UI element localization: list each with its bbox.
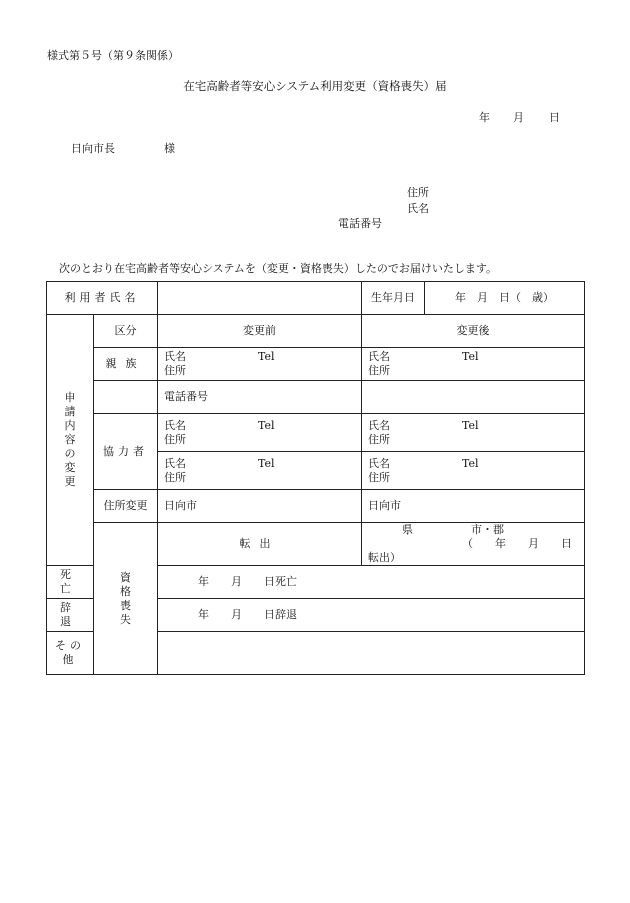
cooperator2-after-tel-label: Tel bbox=[462, 456, 479, 470]
cooperator2-before-field[interactable] bbox=[158, 452, 362, 490]
applicant-phone-label: 電話番号 bbox=[338, 217, 382, 230]
other-label: その他 bbox=[47, 632, 94, 675]
cooperator2-after-address-label: 住所 bbox=[368, 470, 390, 484]
address-change-before-field[interactable] bbox=[158, 490, 362, 523]
cooperator2-after-field[interactable] bbox=[362, 452, 585, 490]
form-number: 様式第５号（第９条関係） bbox=[47, 49, 179, 62]
applicant-address-label: 住所 bbox=[407, 186, 429, 199]
cooperator1-after-field[interactable] bbox=[362, 414, 585, 452]
moveout-row bbox=[47, 523, 585, 566]
cooperator2-after-name-label: 氏名 bbox=[368, 456, 390, 470]
address-change-label: 住所変更 bbox=[94, 490, 158, 523]
relative-before-tel-label: Tel bbox=[258, 350, 275, 363]
cooperator1-before-address-label: 住所 bbox=[164, 432, 186, 446]
resign-label: 辞退 bbox=[47, 599, 94, 632]
intro-text: 次のとおり在宅高齢者等安心システムを（変更・資格喪失）したのでお届けいたします。 bbox=[59, 262, 498, 275]
date-year-label: 年 bbox=[479, 111, 490, 124]
address-before-city: 日向市 bbox=[164, 499, 197, 512]
cooperator1-before-name-label: 氏名 bbox=[164, 418, 186, 432]
relative-after-tel-label: Tel bbox=[462, 350, 479, 363]
form-title: 在宅高齢者等安心システム利用変更（資格喪失）届 bbox=[183, 79, 447, 93]
resign-date-label: 年 月 日辞退 bbox=[198, 608, 297, 621]
address-change-after-field[interactable] bbox=[362, 490, 585, 523]
applicant-name-label: 氏名 bbox=[407, 202, 429, 215]
relative-after-field[interactable] bbox=[362, 348, 585, 381]
cooperator1-after-name-label: 氏名 bbox=[368, 418, 390, 432]
date-day-label: 日 bbox=[549, 111, 560, 124]
address-change-row bbox=[47, 490, 585, 523]
relative-label: 親族 bbox=[94, 348, 158, 381]
moveout-date-label: （ 年 月 日転出） bbox=[368, 537, 572, 564]
cooperator2-before-tel-label: Tel bbox=[258, 456, 275, 470]
moveout-pref-label: 県 bbox=[402, 523, 413, 536]
cooperator-label: 協力者 bbox=[94, 414, 158, 490]
user-name-label: 利用者氏名 bbox=[47, 282, 158, 315]
user-name-field[interactable] bbox=[158, 282, 362, 315]
death-date-label: 年 月 日死亡 bbox=[198, 575, 297, 588]
cooperator2-before-name-label: 氏名 bbox=[164, 456, 186, 470]
cooperator-row-1 bbox=[47, 414, 585, 452]
phone-row bbox=[47, 381, 585, 414]
relative-before-name-label: 氏名 bbox=[164, 350, 186, 363]
death-label: 死亡 bbox=[47, 566, 94, 599]
other-field[interactable] bbox=[158, 632, 585, 675]
birthdate-label: 生年月日 bbox=[362, 282, 425, 315]
cooperator2-before-address-label: 住所 bbox=[164, 470, 186, 484]
header-row bbox=[47, 315, 585, 348]
date-month-label: 月 bbox=[513, 111, 524, 124]
cooperator1-after-address-label: 住所 bbox=[368, 432, 390, 446]
relative-after-address-label: 住所 bbox=[368, 364, 390, 377]
after-label: 変更後 bbox=[362, 315, 585, 348]
application-table bbox=[46, 281, 585, 675]
relative-after-name-label: 氏名 bbox=[368, 350, 390, 363]
addressee: 日向市長 bbox=[71, 142, 115, 155]
resign-field[interactable] bbox=[158, 599, 585, 632]
honorific: 様 bbox=[164, 142, 175, 155]
relative-before-address-label: 住所 bbox=[164, 364, 186, 377]
cooperator1-before-field[interactable] bbox=[158, 414, 362, 452]
before-label: 変更前 bbox=[158, 315, 362, 348]
phone-after-field[interactable] bbox=[362, 381, 585, 414]
moveout-field[interactable] bbox=[362, 523, 585, 566]
phone-category-empty bbox=[94, 381, 158, 414]
phone-before-field[interactable] bbox=[158, 381, 362, 414]
death-field[interactable] bbox=[158, 566, 585, 599]
moveout-city-label: 市・郡 bbox=[471, 523, 504, 536]
address-after-city: 日向市 bbox=[368, 499, 401, 512]
loss-section-label: 資格喪失 bbox=[94, 523, 158, 675]
category-label: 区分 bbox=[94, 315, 158, 348]
cooperator1-before-tel-label: Tel bbox=[258, 418, 275, 432]
birthdate-field[interactable]: 年 月 日（ 歳） bbox=[425, 282, 585, 315]
moveout-label: 転出 bbox=[158, 523, 362, 566]
change-section-label: 申請内容の変更 bbox=[47, 315, 94, 566]
phone-label: 電話番号 bbox=[164, 390, 208, 403]
relative-before-field[interactable] bbox=[158, 348, 362, 381]
cooperator1-after-tel-label: Tel bbox=[462, 418, 479, 432]
relative-row bbox=[47, 348, 585, 381]
user-name-row bbox=[47, 282, 585, 315]
